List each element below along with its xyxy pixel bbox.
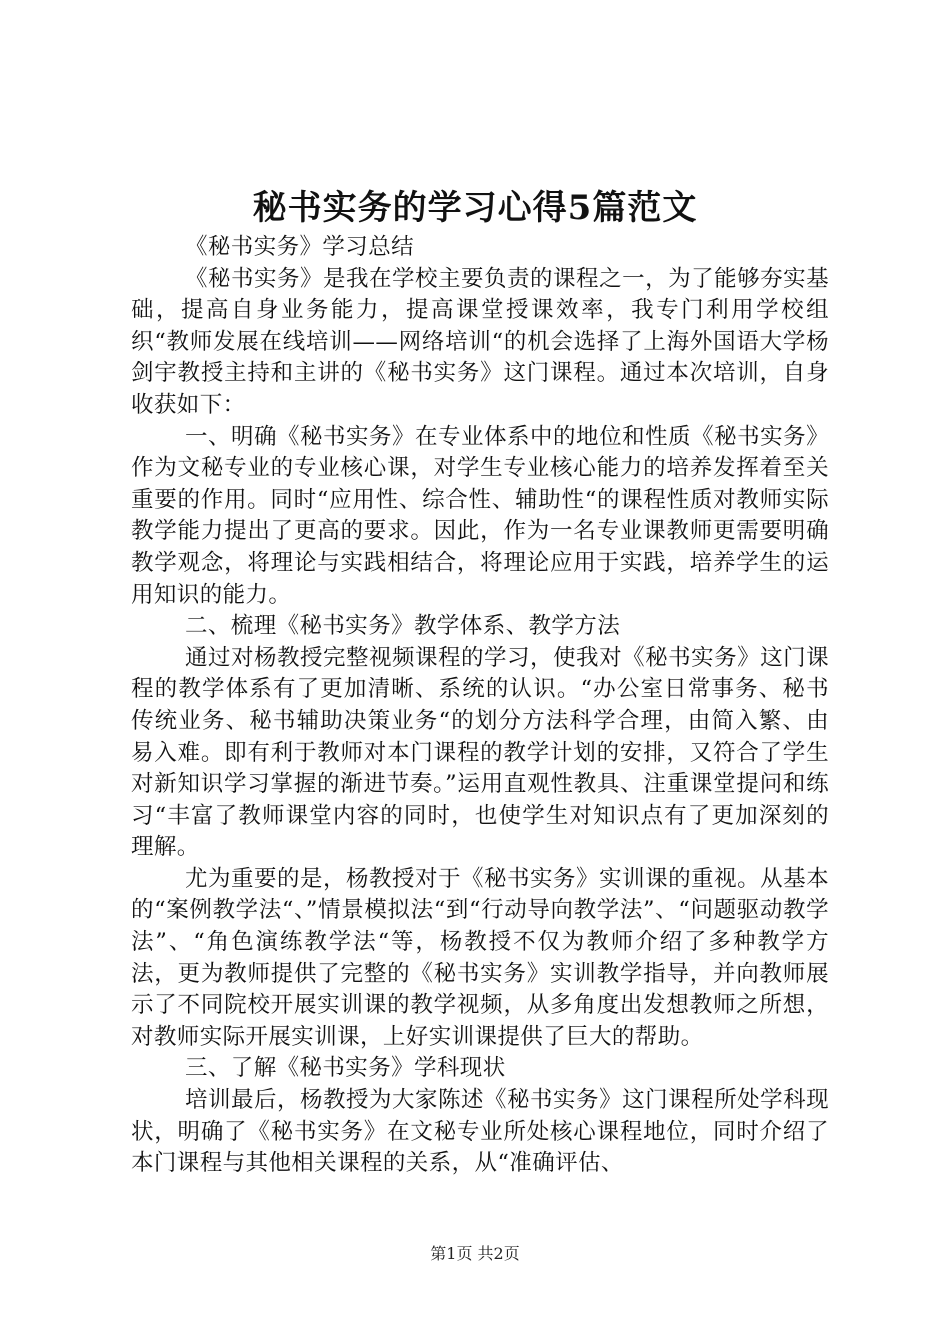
paragraph-section-3: 培训最后，杨教授为大家陈述《秘书实务》这门课程所处学科现状，明确了《秘书实务》在文秘专业所处核心课程地位，同时介绍了本门课程与其他相关课程的关系，从“准确评估、 (131, 1087, 829, 1177)
heading-section-2: 二、梳理《秘书实务》教学体系、教学方法 (185, 613, 621, 640)
document-title: 秘书实务的学习心得5篇范文 (252, 188, 698, 228)
paragraph-intro: 《秘书实务》是我在学校主要负责的课程之一，为了能够夯实基础，提高自身业务能力，提高课堂授课效率，我专门利用学校组织“教师发展在线培训——网络培训“的机会选择了上海外国语大学杨剑宇教授主持和主讲的《秘书实务》这门课程。通过本次培训，自身收获如下： (131, 265, 829, 418)
paragraph-section-2a: 通过对杨教授完整视频课程的学习，使我对《秘书实务》这门课程的教学体系有了更加清晰、系统的认识。“办公室日常事务、秘书传统业务、秘书辅助决策业务“的划分方法科学合理，由简入繁、由易入难。即有利于教师对本门课程的教学计划的安排，又符合了学生对新知识学习掌握的渐进节奏。”运用直观性教具、注重课堂提问和练习“丰富了教师课堂内容的同时，也使学生对知识点有了更加深刻的理解。 (131, 644, 829, 861)
document-body (131, 232, 829, 1180)
paragraph-section-2b: 尤为重要的是，杨教授对于《秘书实务》实训课的重视。从基本的“案例教学法“、”情景模拟法“到“行动导向教学法”、“问题驱动教学法”、“角色演练教学法“等，杨教授不仅为教师介绍了多种教学方法，更为教师提供了完整的《秘书实务》实训教学指导，并向教师展示了不同院校开展实训课的教学视频，从多角度出发想教师之所想，对教师实际开展实训课，上好实训课提供了巨大的帮助。 (131, 865, 829, 1050)
page-number-footer: 第1页 共2页 (430, 1244, 520, 1263)
paragraph-subtitle: 《秘书实务》学习总结 (185, 234, 415, 260)
paragraph-section-1: 一、明确《秘书实务》在专业体系中的地位和性质《秘书实务》作为文秘专业的专业核心课，对学生专业核心能力的培养发挥着至关重要的作用。同时“应用性、综合性、辅助性“的课程性质对教师实际教学能力提出了更高的要求。因此，作为一名专业课教师更需要明确教学观念，将理论与实践相结合，将理论应用于实践，培养学生的运用知识的能力。 (131, 423, 829, 608)
heading-section-3: 三、了解《秘书实务》学科现状 (185, 1055, 506, 1082)
